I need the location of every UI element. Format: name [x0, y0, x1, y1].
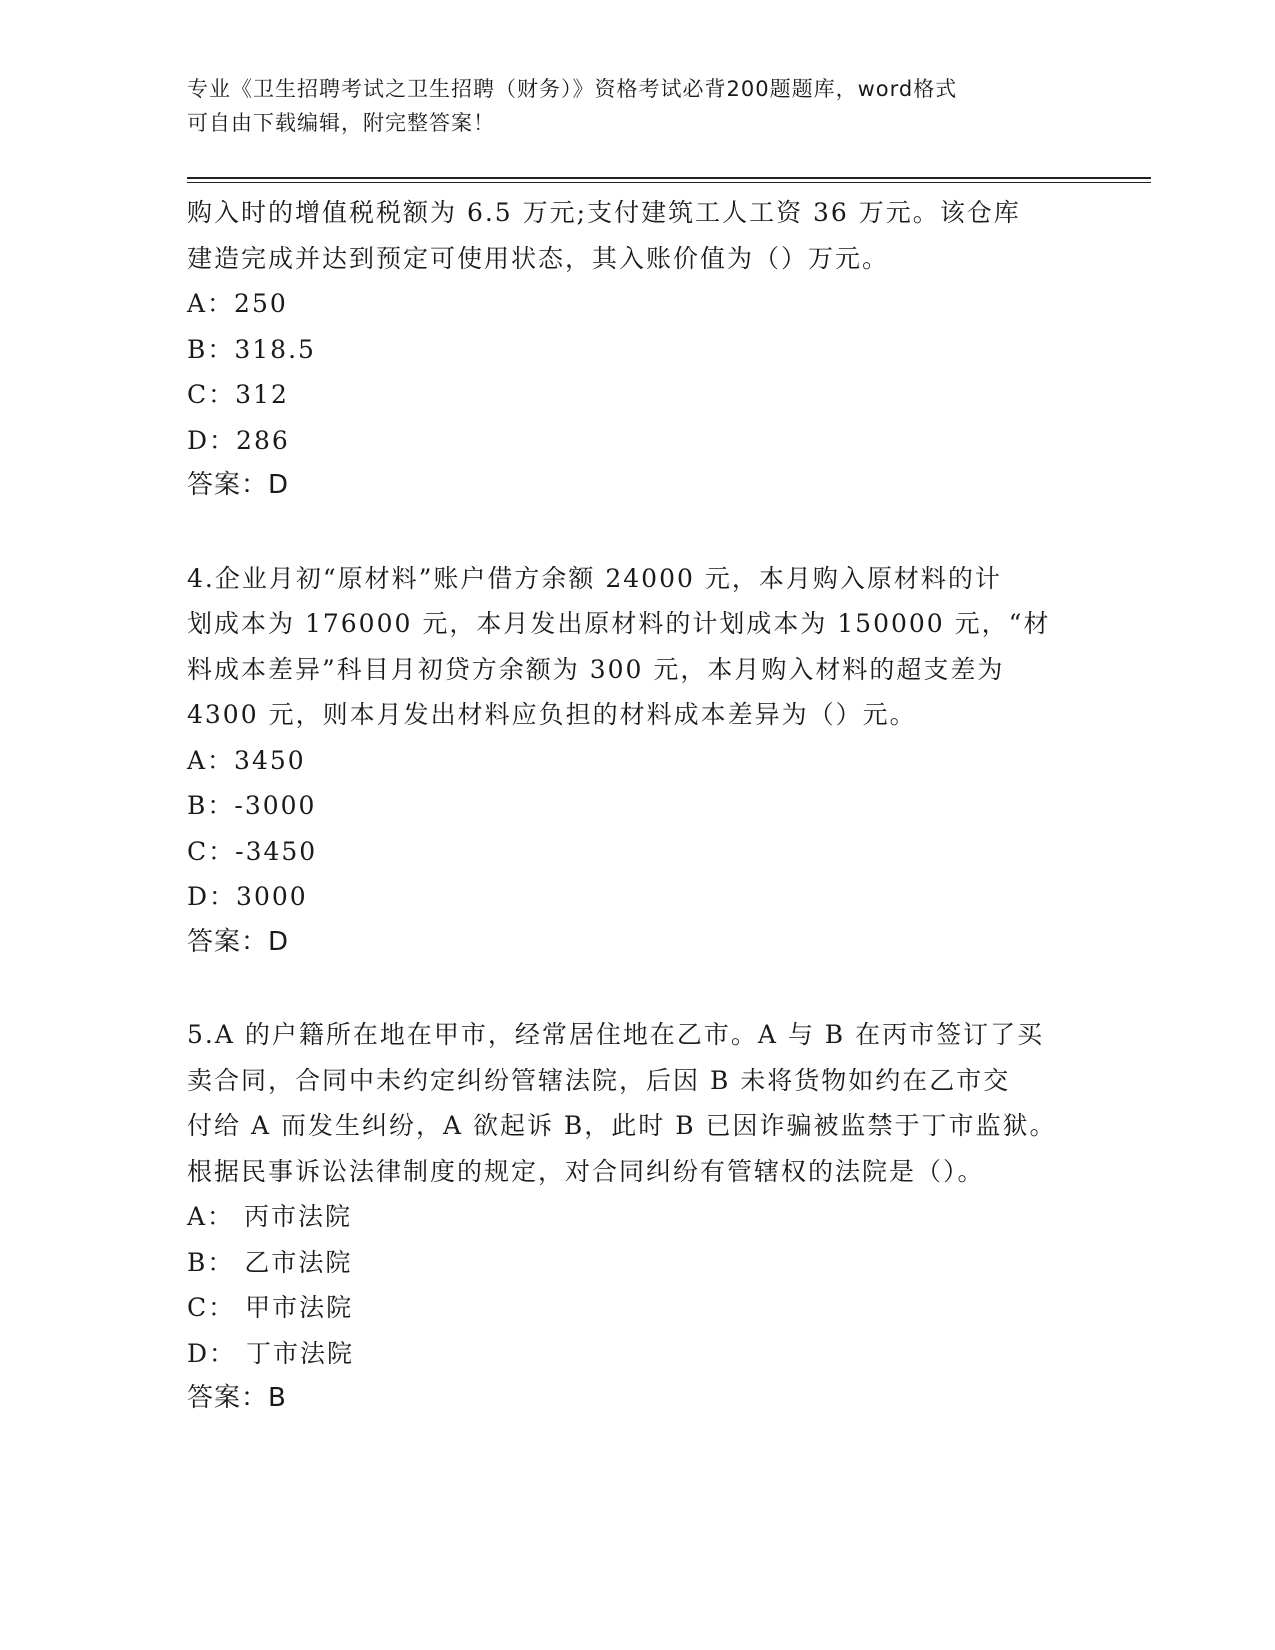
- question-4: [187, 556, 1087, 966]
- question-stem-line: 5.A 的户籍所在地在甲市，经常居住地在乙市。A 与 B 在丙市签订了买: [187, 1020, 1045, 1049]
- option-a: A：250: [187, 289, 288, 318]
- question-spacer: [187, 509, 1087, 556]
- option-a: A： 丙市法院: [187, 1202, 353, 1231]
- option-d: D：3000: [187, 882, 308, 911]
- question-stem-line: 购入时的增值税税额为 6.5 万元;支付建筑工人工资 36 万元。该仓库: [187, 198, 1021, 227]
- question-stem-line: 根据民事诉讼法律制度的规定，对合同纠纷有管辖权的法院是（）。: [187, 1156, 985, 1186]
- option-c: C：312: [187, 380, 289, 409]
- answer: 答案：D: [187, 470, 290, 500]
- question-stem-line: 付给 A 而发生纠纷，A 欲起诉 B，此时 B 已因诈骗被监禁于丁市监狱。: [187, 1111, 1057, 1140]
- document-header: [187, 72, 1067, 140]
- option-b: B：318.5: [187, 334, 316, 364]
- question-stem-line: 划成本为 176000 元，本月发出原材料的计划成本为 150000 元，“材: [187, 609, 1051, 638]
- header-divider-thick: [187, 177, 1151, 179]
- question-stem-line: 料成本差异”科目月初贷方余额为 300 元，本月购入材料的超支差为: [187, 654, 1005, 684]
- question-spacer: [187, 965, 1087, 1012]
- option-b: B： 乙市法院: [187, 1247, 353, 1277]
- question-stem-line: 卖合同，合同中未约定纠纷管辖法院，后因 B 未将货物如约在乙市交: [187, 1065, 1011, 1095]
- question-stem-line: 4.企业月初“原材料”账户借方余额 24000 元，本月购入原材料的计: [187, 563, 1002, 593]
- option-c: C： 甲市法院: [187, 1293, 354, 1322]
- option-a: A：3450: [187, 745, 306, 775]
- option-b: B：-3000: [187, 791, 317, 820]
- answer: 答案：D: [187, 926, 290, 957]
- header-line-1: 专业《卫生招聘考试之卫生招聘（财务）》资格考试必背200题题库，word格式: [187, 77, 958, 101]
- question-stem-line: 建造完成并达到预定可使用状态，其入账价值为（）万元。: [187, 243, 890, 273]
- question-5: [187, 1012, 1087, 1422]
- question-stem-line: 4300 元，则本月发出材料应负担的材料成本差异为（）元。: [187, 700, 917, 729]
- option-c: C：-3450: [187, 836, 318, 866]
- header-divider-thin: [187, 182, 1151, 183]
- answer: 答案：B: [187, 1383, 287, 1413]
- question-3: [187, 190, 1087, 509]
- option-d: D：286: [187, 425, 290, 455]
- question-list: [187, 190, 1087, 1422]
- header-line-2: 可自由下载编辑，附完整答案！: [187, 111, 495, 135]
- option-d: D： 丁市法院: [187, 1338, 354, 1368]
